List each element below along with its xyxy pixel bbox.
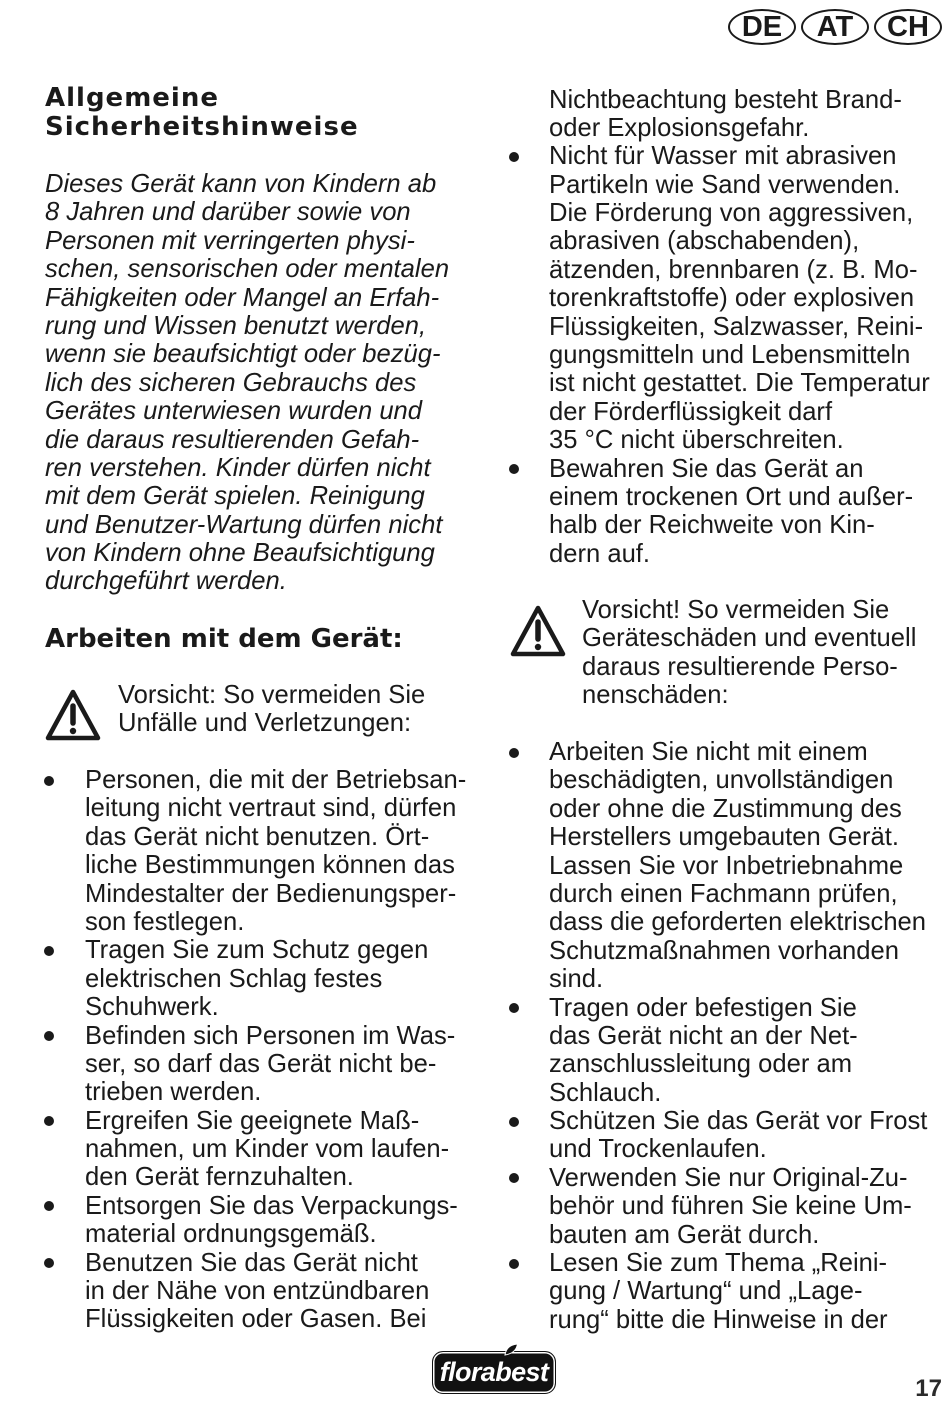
bullet-item <box>549 1249 927 1334</box>
title-line: Allgemeine <box>45 83 219 113</box>
text-line: Schuhwerk. <box>85 993 219 1022</box>
text-line: Ergreifen Sie geeignete Maß- <box>85 1106 420 1135</box>
bullet-icon <box>44 1201 54 1211</box>
text-line: die daraus resultierenden Gefah- <box>45 425 420 454</box>
language-badges <box>728 9 942 45</box>
text-line: nahmen, um Kinder vom laufen- <box>85 1135 450 1164</box>
bullet-item <box>85 1107 466 1192</box>
bullet-item <box>549 738 927 994</box>
bullet-icon <box>44 1116 54 1126</box>
text-line: durchgeführt werden. <box>45 567 287 596</box>
text-line: beschädigten, unvollständigen <box>549 766 894 795</box>
text-line: Personen mit verringerten physi- <box>45 226 415 255</box>
bullet-icon <box>509 1259 519 1269</box>
text-line: schen, sensorischen oder mentalen <box>45 255 450 284</box>
text-line: sind. <box>549 965 604 994</box>
intro-paragraph <box>45 170 449 596</box>
bullet-list-right-lower <box>549 738 927 1334</box>
text-line: gung / Wartung“ und „Lage- <box>549 1277 863 1306</box>
text-line: Lesen Sie zum Thema „Reini- <box>549 1249 888 1278</box>
text-line: Lassen Sie vor Inbetriebnahme <box>549 851 904 880</box>
text-line: Unfälle und Verletzungen: <box>118 709 412 738</box>
text-line: ist nicht gestattet. Die Temperatur <box>549 369 930 398</box>
text-line: dass die geforderten elektrischen <box>549 908 927 937</box>
text-line: ser, so darf das Gerät nicht be- <box>85 1049 437 1078</box>
language-badge-ch: CH <box>874 9 942 45</box>
text-line: torenkraftstoffe) oder explosiven <box>549 284 915 313</box>
text-line: oder Explosionsgefahr. <box>549 113 810 142</box>
text-line: Herstellers umgebauten Gerät. <box>549 823 899 852</box>
text-line: Vorsicht! So vermeiden Sie <box>582 596 890 624</box>
text-line: Nicht für Wasser mit abrasiven <box>549 142 897 171</box>
bullet-item <box>85 1249 466 1334</box>
text-line: Mindestalter der Bedienungsper- <box>85 879 457 908</box>
bullet-icon <box>44 776 54 786</box>
text-line: zanschlussleitung oder am <box>549 1050 853 1079</box>
bullet-icon <box>509 464 519 474</box>
bullet-list-left <box>85 766 466 1334</box>
text-line: rung“ bitte die Hinweise in der <box>549 1305 888 1334</box>
text-line: Dieses Gerät kann von Kindern ab <box>45 170 437 198</box>
text-line: leitung nicht vertraut sind, dürfen <box>85 794 457 823</box>
text-line: Gerätes unterwiesen wurden und <box>45 397 423 426</box>
text-line: wenn sie beaufsichtigt oder bezüg- <box>45 340 441 369</box>
bullet-icon <box>44 1031 54 1041</box>
bullet-item <box>549 994 927 1108</box>
text-line: einem trockenen Ort und außer- <box>549 482 914 511</box>
text-line: Fähigkeiten oder Mangel an Erfah- <box>45 283 440 312</box>
bullet-item <box>85 766 466 936</box>
title-line: Sicherheitshinweise <box>45 112 359 142</box>
text-line: Bewahren Sie das Gerät an <box>549 454 864 483</box>
text-line: behör und führen Sie keine Um- <box>549 1192 912 1221</box>
warning-triangle-icon <box>510 604 566 658</box>
text-line: gungsmitteln und Lebensmitteln <box>549 341 911 370</box>
text-line: son festlegen. <box>85 907 245 936</box>
bullet-item <box>549 455 930 569</box>
text-line: liche Bestimmungen können das <box>85 851 455 880</box>
text-line: oder ohne die Zustimmung des <box>549 794 902 823</box>
bullet-icon <box>44 1258 54 1268</box>
text-line: daraus resultierende Perso- <box>582 652 898 681</box>
text-line: bauten am Gerät durch. <box>549 1220 820 1249</box>
bullet-item <box>85 1022 466 1107</box>
text-line: Schutzmaßnahmen vorhanden <box>549 936 899 965</box>
language-badge-at: AT <box>801 9 869 45</box>
text-line: das Gerät nicht an der Net- <box>549 1021 858 1050</box>
bullet-item <box>85 1192 466 1249</box>
logo-text: florabest <box>439 1357 549 1387</box>
text-line: und Trockenlaufen. <box>549 1135 767 1164</box>
florabest-logo <box>432 1351 556 1394</box>
text-line: trieben werden. <box>85 1078 262 1107</box>
text-line: Tragen Sie zum Schutz gegen <box>85 936 429 965</box>
bullet-icon <box>509 1003 519 1013</box>
text-line: halb der Reichweite von Kin- <box>549 511 875 540</box>
text-line: nenschäden: <box>582 681 729 710</box>
warning-note <box>582 596 916 710</box>
bullet-icon <box>44 946 54 956</box>
bullet-item <box>85 936 466 1021</box>
language-badge-de: DE <box>728 9 796 45</box>
section-heading: Arbeiten mit dem Gerät: <box>45 624 403 654</box>
text-line: ren verstehen. Kinder dürfen nicht <box>45 453 431 482</box>
text-line: durch einen Fachmann prüfen, <box>549 879 898 908</box>
bullet-icon <box>509 1173 519 1183</box>
text-line: Flüssigkeiten, Salzwasser, Reini- <box>549 312 924 341</box>
text-line: in der Nähe von entzündbaren <box>85 1277 430 1306</box>
text-line: Verwenden Sie nur Original-Zu- <box>549 1163 908 1192</box>
text-line: Arbeiten Sie nicht mit einem <box>549 738 868 766</box>
text-line: mit dem Gerät spielen. Reinigung <box>45 482 425 511</box>
text-line: Vorsicht: So vermeiden Sie <box>118 681 426 709</box>
text-line: Tragen oder befestigen Sie <box>549 993 857 1022</box>
text-line: elektrischen Schlag festes <box>85 964 383 993</box>
warning-note <box>118 681 425 738</box>
text-line: der Förderflüssigkeit darf <box>549 397 833 426</box>
safety-title <box>45 84 359 142</box>
text-line: Entsorgen Sie das Verpackungs- <box>85 1191 458 1220</box>
text-line: Nichtbeachtung besteht Brand- <box>549 85 902 114</box>
bullet-item <box>549 1164 927 1249</box>
bullet-icon <box>509 1117 519 1127</box>
bullet-list-right-upper <box>549 86 930 569</box>
text-line: Benutzen Sie das Gerät nicht <box>85 1248 418 1277</box>
text-line: dern auf. <box>549 539 651 568</box>
text-line: ätzenden, brennbaren (z. B. Mo- <box>549 255 918 284</box>
text-line: material ordnungsgemäß. <box>85 1220 377 1249</box>
text-line: lich des sicheren Gebrauchs des <box>45 368 417 397</box>
text-line: den Gerät fernzuhalten. <box>85 1163 354 1192</box>
text-line: Die Förderung von aggressiven, <box>549 199 914 228</box>
bullet-icon <box>509 152 519 162</box>
text-line: Geräteschäden und eventuell <box>582 624 917 653</box>
leaf-icon <box>503 1343 519 1357</box>
text-line: rung und Wissen benutzt werden, <box>45 311 427 340</box>
text-line: von Kindern ohne Beaufsichtigung <box>45 539 435 568</box>
page-number: 17 <box>915 1375 942 1402</box>
text-line: und Benutzer-Wartung dürfen nicht <box>45 510 443 539</box>
bullet-item <box>549 142 930 454</box>
text-line: Befinden sich Personen im Was- <box>85 1021 456 1050</box>
text-line: Schlauch. <box>549 1078 662 1107</box>
text-line: Partikeln wie Sand verwenden. <box>549 170 901 199</box>
text-line: Flüssigkeiten oder Gasen. Bei <box>85 1305 427 1334</box>
warning-triangle-icon <box>45 688 101 742</box>
text-line: 8 Jahren und darüber sowie von <box>45 198 411 227</box>
text-line: Personen, die mit der Betriebsan- <box>85 766 467 794</box>
text-line: das Gerät nicht benutzen. Ört- <box>85 822 430 851</box>
text-line: abrasiven (abschabenden), <box>549 227 860 256</box>
bullet-item <box>549 1107 927 1164</box>
bullet-icon <box>509 748 519 758</box>
text-line: Schützen Sie das Gerät vor Frost <box>549 1107 928 1136</box>
text-line: 35 °C nicht überschreiten. <box>549 426 844 455</box>
